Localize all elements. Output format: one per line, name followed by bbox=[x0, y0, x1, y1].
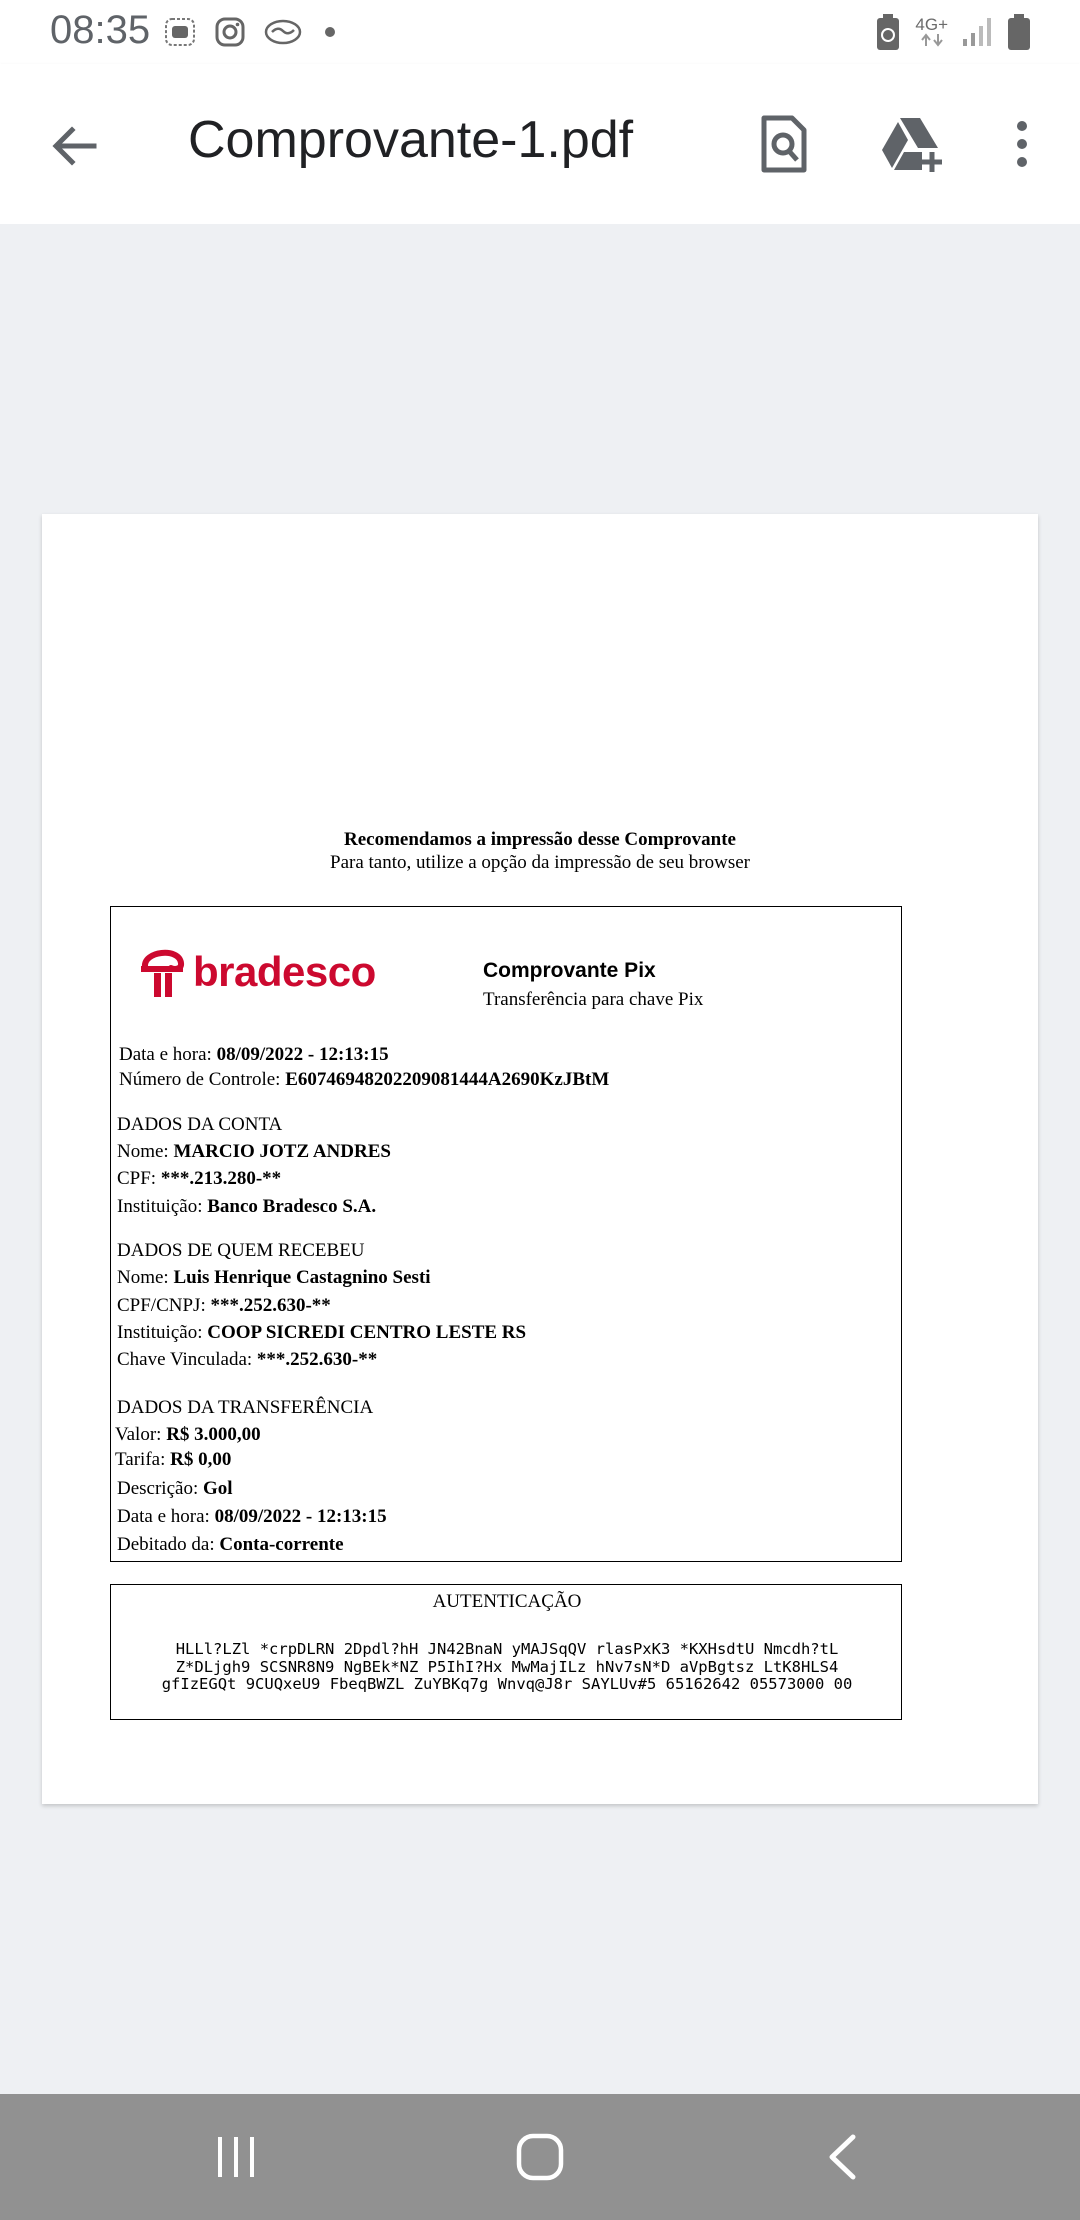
add-to-drive-icon bbox=[880, 116, 944, 172]
back-nav-button[interactable] bbox=[802, 2124, 882, 2190]
status-time: 08:35 bbox=[50, 8, 151, 52]
recent-apps-icon bbox=[214, 2135, 258, 2179]
transfer-fee-line: Tarifa: R$ 0,00 bbox=[115, 1449, 232, 1470]
recommend-title: Recomendamos a impressão desse Comprovante bbox=[344, 829, 736, 850]
authentication-box bbox=[110, 1584, 902, 1720]
navigation-bar bbox=[0, 2094, 1080, 2220]
network-label: 4G+ bbox=[915, 15, 948, 34]
data-arrows-icon bbox=[919, 33, 945, 47]
notification-icons bbox=[164, 14, 340, 50]
more-notifications-dot-icon bbox=[320, 22, 340, 42]
bradesco-logo bbox=[137, 945, 376, 999]
account-name-line: Nome: MARCIO JOTZ ANDRES bbox=[117, 1141, 391, 1162]
recommend-notice bbox=[42, 828, 1038, 874]
pdf-page[interactable] bbox=[42, 514, 1038, 1804]
add-to-drive-button[interactable] bbox=[872, 104, 952, 184]
more-options-button[interactable] bbox=[982, 104, 1062, 184]
transfer-value-line: Valor: R$ 3.000,00 bbox=[115, 1424, 261, 1445]
home-icon bbox=[515, 2132, 565, 2182]
recommend-subtitle: Para tanto, utilize a opção da impressão de seu browser bbox=[330, 852, 750, 873]
pdf-viewer[interactable] bbox=[0, 224, 1080, 2094]
app-bar bbox=[0, 64, 1080, 224]
battery-icon bbox=[1006, 13, 1032, 51]
arrow-back-icon bbox=[50, 122, 98, 170]
mercado-pago-icon bbox=[264, 18, 302, 46]
receiver-document-line: CPF/CNPJ: ***.252.630-** bbox=[117, 1295, 331, 1316]
find-in-document-icon bbox=[760, 114, 808, 174]
transfer-description-line: Descrição: Gol bbox=[117, 1478, 233, 1499]
receiver-section-heading: DADOS DE QUEM RECEBEU bbox=[117, 1240, 365, 1261]
document-title: Comprovante-1.pdf bbox=[188, 111, 634, 169]
find-in-document-button[interactable] bbox=[744, 104, 824, 184]
back-nav-icon bbox=[825, 2134, 859, 2180]
account-cpf-line: CPF: ***.213.280-** bbox=[117, 1168, 282, 1189]
receipt-subtitle: Transferência para chave Pix bbox=[483, 989, 704, 1010]
receiver-institution-line: Instituição: COOP SICREDI CENTRO LESTE RS bbox=[117, 1322, 527, 1343]
authentication-title: AUTENTICAÇÃO bbox=[432, 1591, 582, 1612]
account-section-heading: DADOS DA CONTA bbox=[117, 1114, 283, 1135]
control-number-line: Número de Controle: E60746948202209081444A2690KzJBtM bbox=[119, 1069, 610, 1090]
system-icons bbox=[875, 12, 1032, 52]
receipt-box bbox=[110, 906, 902, 1562]
authentication-line-1: HLLl?LZl *crpDLRN 2Dpdl?hH JN42BnaN yMAJSqQV rlasPxK3 *KXHsdtU Nmcdh?tL bbox=[175, 1640, 839, 1658]
battery-saver-icon bbox=[875, 13, 901, 51]
authentication-code bbox=[111, 1641, 903, 1694]
home-button[interactable] bbox=[500, 2124, 580, 2190]
recent-apps-button[interactable] bbox=[196, 2124, 276, 2190]
datetime-line: Data e hora: 08/09/2022 - 12:13:15 bbox=[119, 1044, 389, 1065]
account-institution-line: Instituição: Banco Bradesco S.A. bbox=[117, 1196, 377, 1217]
network-indicator bbox=[915, 17, 948, 47]
debit-account-line: Debitado da: Conta-corrente bbox=[117, 1534, 344, 1555]
receipt-title: Comprovante Pix bbox=[483, 959, 656, 982]
bradesco-logo-text: bradesco bbox=[193, 948, 376, 995]
transfer-datetime-line: Data e hora: 08/09/2022 - 12:13:15 bbox=[117, 1506, 387, 1527]
authentication-line-3: gfIzEGQt 9CUQxeU9 FbeqBWZL ZuYBKq7g Wnvq@J8r SAYLUv#5 65162642 05573000 00 bbox=[161, 1675, 853, 1693]
signal-icon bbox=[962, 17, 992, 47]
status-bar bbox=[0, 0, 1080, 64]
more-options-icon bbox=[1012, 120, 1032, 168]
back-button[interactable] bbox=[36, 108, 112, 184]
instagram-icon bbox=[214, 16, 246, 48]
receiver-key-line: Chave Vinculada: ***.252.630-** bbox=[117, 1349, 378, 1370]
itau-app-icon bbox=[164, 17, 196, 47]
bradesco-logo-icon bbox=[137, 945, 187, 999]
authentication-line-2: Z*DLjgh9 SCSNR8N9 NgBEk*NZ P5IhI?Hx MwMajILz hNv7sN*D aVpBgtsz LtK8HLS4 bbox=[175, 1657, 839, 1676]
receiver-name-line: Nome: Luis Henrique Castagnino Sesti bbox=[117, 1267, 431, 1288]
transfer-section-heading: DADOS DA TRANSFERÊNCIA bbox=[117, 1397, 374, 1418]
